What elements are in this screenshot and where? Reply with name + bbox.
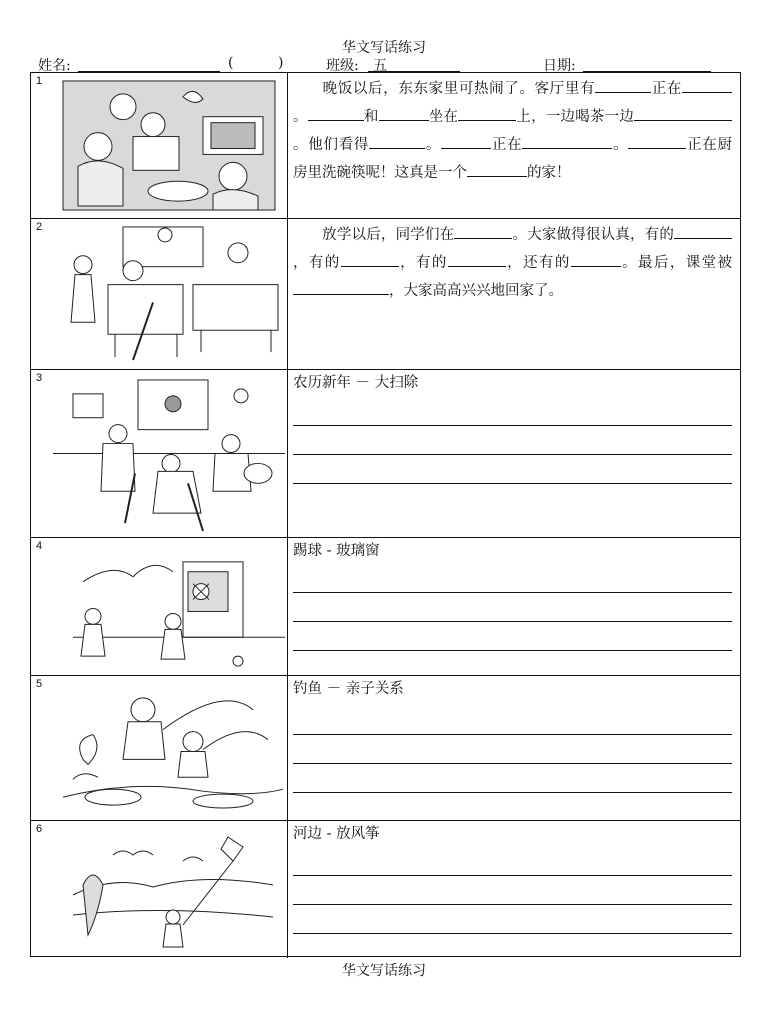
- topic-3: 农历新年 － 大扫除: [293, 375, 419, 391]
- writing-line[interactable]: [293, 650, 732, 651]
- p2-seg-2: 。大家做得很认真，有的: [512, 227, 675, 243]
- spring-cleaning-illustration: [53, 374, 285, 533]
- writing-line[interactable]: [293, 904, 732, 905]
- name-blank[interactable]: [78, 55, 220, 72]
- p1-seg-3: 。: [293, 109, 308, 125]
- class-value: 五: [373, 58, 387, 74]
- student-info-line: [38, 55, 738, 73]
- writing-line[interactable]: [293, 734, 732, 735]
- p1-seg-1: 晚饭以后，东东家里可热闹了。客厅里有: [322, 81, 596, 97]
- exercise-row-5: [31, 676, 740, 821]
- fill-blank[interactable]: [628, 132, 686, 149]
- fill-blank[interactable]: [448, 250, 506, 267]
- writing-line[interactable]: [293, 483, 732, 484]
- fill-blank[interactable]: [293, 278, 389, 295]
- class-blank[interactable]: [368, 55, 460, 72]
- riverside-kite-illustration: [53, 825, 285, 954]
- fill-blank[interactable]: [369, 132, 425, 149]
- writing-line[interactable]: [293, 454, 732, 455]
- p2-seg-7: ，大家高高兴兴地回家了。: [389, 283, 563, 299]
- exercise-row-1: [31, 73, 740, 219]
- paren-open: (: [228, 55, 234, 71]
- p2-seg-5: ，还有的: [505, 255, 571, 271]
- writing-line[interactable]: [293, 763, 732, 764]
- row-number: 3: [36, 372, 43, 384]
- topic-6: 河边 - 放风筝: [293, 826, 380, 842]
- class-label: 班级:: [326, 58, 359, 74]
- fill-blank[interactable]: [341, 250, 399, 267]
- topic-5: 钓鱼 － 亲子关系: [293, 681, 404, 697]
- worksheet-title: 华文写话练习: [342, 40, 426, 56]
- students-cleaning-illustration: [53, 223, 285, 365]
- date-label: 日期:: [543, 58, 576, 74]
- paragraph-2: [293, 221, 732, 305]
- row-number: 5: [36, 678, 43, 690]
- writing-line[interactable]: [293, 592, 732, 593]
- writing-line[interactable]: [293, 621, 732, 622]
- father-son-fishing-illustration: [53, 680, 285, 816]
- fill-blank[interactable]: [379, 104, 429, 121]
- row-number: 1: [36, 75, 43, 87]
- fill-blank[interactable]: [308, 104, 364, 121]
- fill-blank[interactable]: [454, 222, 512, 239]
- fill-blank[interactable]: [467, 160, 527, 177]
- topic-4: 踢球 - 玻璃窗: [293, 543, 380, 559]
- fill-blank[interactable]: [441, 132, 491, 149]
- fill-blank[interactable]: [682, 76, 732, 93]
- column-divider: [287, 219, 288, 369]
- writing-line[interactable]: [293, 792, 732, 793]
- fill-blank[interactable]: [634, 104, 732, 121]
- fill-blank[interactable]: [522, 132, 612, 149]
- writing-line[interactable]: [293, 425, 732, 426]
- p2-seg-4: ，有的: [398, 255, 448, 271]
- p2-seg-6: 。最后，课堂被: [620, 255, 733, 271]
- column-divider: [287, 538, 288, 675]
- column-divider: [287, 370, 288, 537]
- p1-seg-4: 和: [363, 109, 379, 125]
- fill-blank[interactable]: [458, 104, 516, 121]
- column-divider: [287, 821, 288, 958]
- writing-line[interactable]: [293, 875, 732, 876]
- p2-seg-1: 放学以后，同学们在: [322, 227, 455, 243]
- p1-seg-6: 上，一边喝茶一边: [516, 109, 635, 125]
- column-divider: [287, 676, 288, 820]
- exercise-row-6: [31, 821, 740, 958]
- fill-blank[interactable]: [674, 222, 732, 239]
- p1-seg-5: 坐在: [428, 109, 459, 125]
- fill-blank[interactable]: [595, 76, 651, 93]
- family-living-room-illustration: [53, 77, 285, 214]
- column-divider: [287, 73, 288, 218]
- date-blank[interactable]: [583, 55, 711, 72]
- row-number: 4: [36, 540, 43, 552]
- p1-seg-9: 正在: [491, 137, 523, 153]
- paren-close: ): [278, 55, 284, 71]
- row-number: 6: [36, 823, 43, 835]
- footer-title: 华文写话练习: [342, 963, 426, 979]
- p1-seg-7: 。他们看得: [293, 137, 370, 153]
- p1-seg-12: 的家！: [527, 165, 571, 181]
- p1-seg-2: 正在: [651, 81, 683, 97]
- row-number: 2: [36, 221, 43, 233]
- writing-line[interactable]: [293, 933, 732, 934]
- p2-seg-3: ，有的: [293, 255, 341, 271]
- p1-seg-11: 正在厨房里洗碗筷呢！这真是一个: [293, 137, 733, 181]
- p1-seg-10: 。: [612, 137, 629, 153]
- kids-ball-window-illustration: [53, 542, 285, 671]
- exercise-row-3: [31, 370, 740, 538]
- worksheet-table: [30, 72, 741, 957]
- name-label: 姓名:: [38, 58, 71, 74]
- p1-seg-8: 。: [425, 137, 442, 153]
- exercise-row-2: [31, 219, 740, 370]
- fill-blank[interactable]: [571, 250, 621, 267]
- paragraph-1: [293, 75, 732, 187]
- exercise-row-4: [31, 538, 740, 676]
